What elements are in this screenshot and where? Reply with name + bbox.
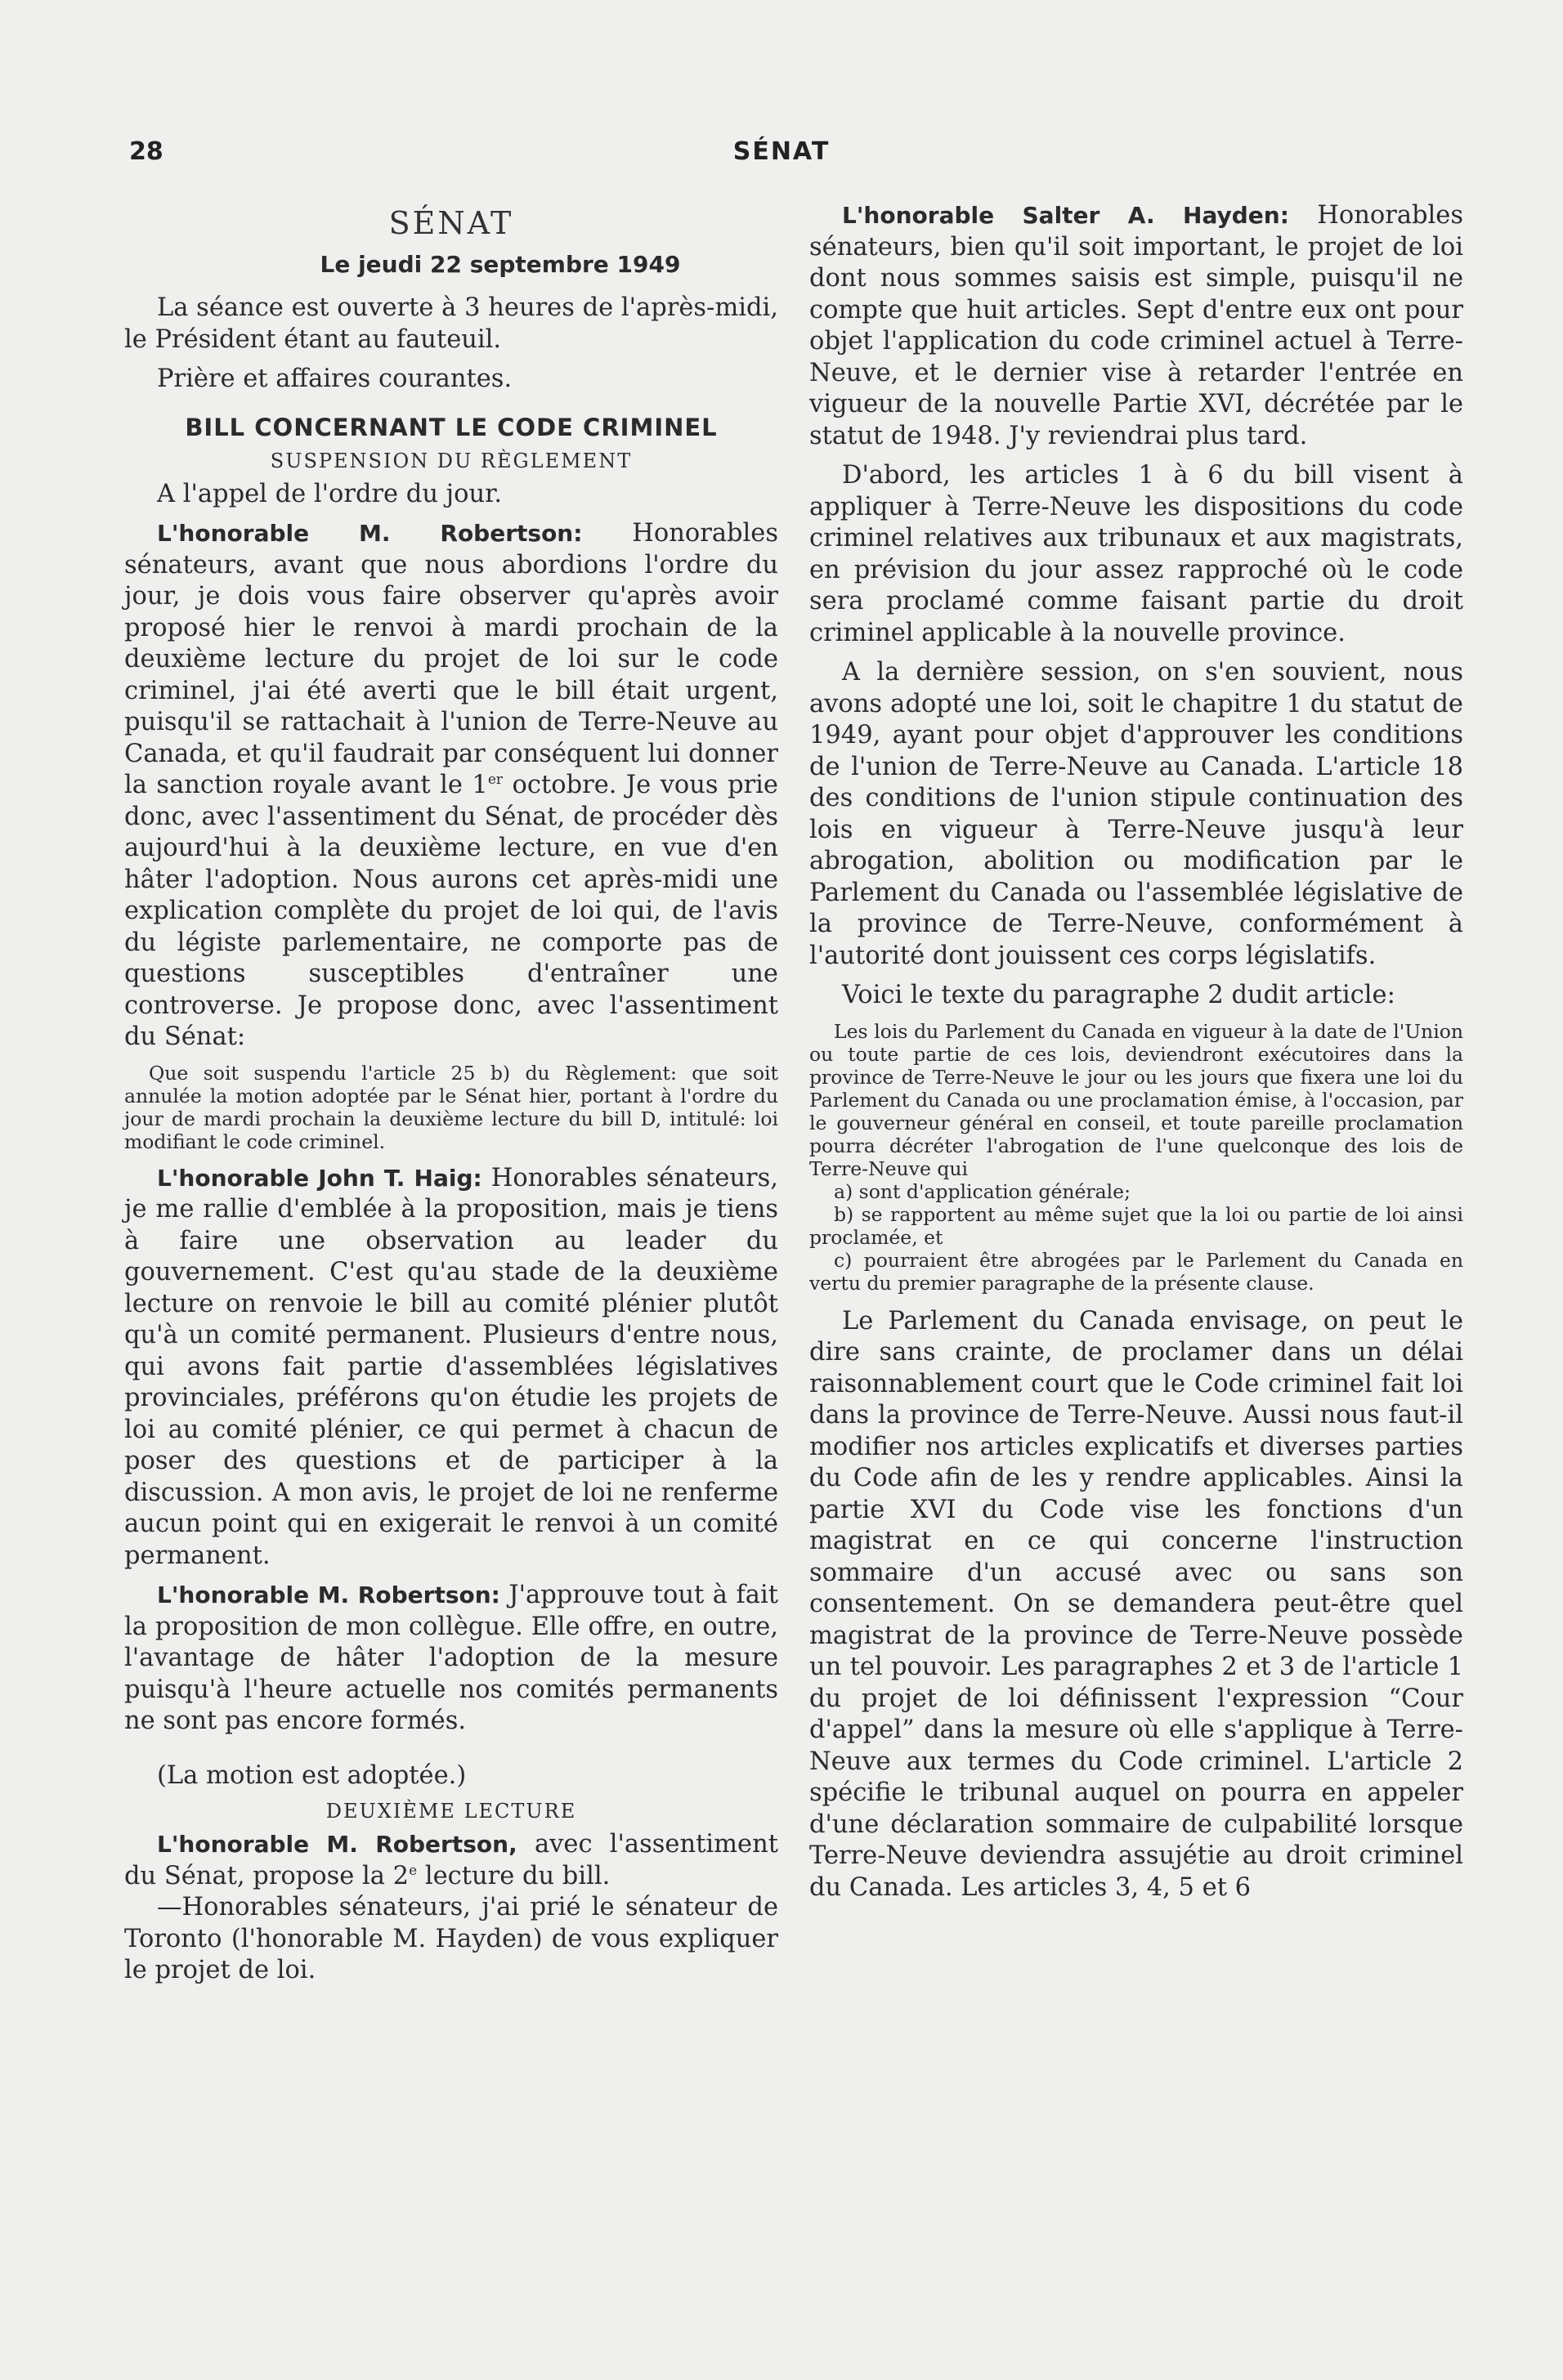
superscript: e	[409, 1862, 418, 1879]
speaker-name: L'honorable M. Robertson,	[157, 1831, 517, 1858]
paragraph-intro: Voici le texte du paragraphe 2 dudit article:	[842, 981, 1395, 1009]
speech-text: Honorables sénateurs, bien qu'il soit important, le projet de loi dont nous sommes saisis est simple, puisqu'il ne compte que huit articles. Sept d'entre eux ont pour objet l'application du code criminel actuel à Terre-Neuve, et le dernier vise à retarder l'entrée en vigueur de la nouvelle Partie XVI, décrétée par le statut de 1948. J'y reviendrai plus tard.	[809, 201, 1464, 450]
union-terms-quote	[809, 1020, 1463, 1295]
robertson-statement	[124, 518, 778, 1054]
robertson-reply	[124, 1580, 778, 1738]
haig-statement	[124, 1163, 778, 1572]
running-header	[0, 137, 1563, 170]
last-session-paragraph: A la dernière session, on s'en souvient, nous avons adopté une loi, soit le chapitre 1 du statut de 1949, ayant pour objet d'approuver les conditions de l'union de Terre-Neuve au Canada. L'article 18 des conditions de l'union stipule continuation des lois en vigueur à Terre-Neuve jusqu'à leur abrogation, abolition ou modification par le Parlement du Canada ou l'assemblée législative de la province de Terre-Neuve, conformément à l'autorité dont jouissent ces corps législatifs.	[809, 658, 1463, 970]
speech-text: Honorables sénateurs, avant que nous abordions l'ordre du jour, je dois vous faire observer qu'après avoir proposé hier le renvoi à mardi prochain de la deuxième lecture du projet de loi sur le code criminel, j'ai été averti que le bill était urgent, puisqu'il se rattachait à l'union de Terre-Neuve au Canada, et qu'il faudrait par conséquent lui donner la sanction royale avant le 1	[124, 519, 779, 799]
orders-of-day-paragraph: A l'appel de l'ordre du jour.	[157, 479, 503, 508]
speaker-name: L'honorable John T. Haig:	[157, 1164, 482, 1192]
right-column	[809, 200, 1463, 1912]
sitting-title: SÉNAT	[388, 205, 514, 241]
opening-paragraph: La séance est ouverte à 3 heures de l'après-midi, le Président étant au fauteuil.	[124, 293, 778, 354]
speaker-name: L'honorable M. Robertson:	[157, 1581, 500, 1608]
motion-adopted: (La motion est adoptée.)	[157, 1760, 467, 1790]
robertson-moves	[124, 1829, 778, 1892]
running-title: SÉNAT	[732, 137, 831, 166]
quote-text: Les lois du Parlement du Canada en vigueur à la date de l'Union ou toute partie de ces lois, deviendront exécutoires dans la province de Terre-Neuve le jour ou les jours que fixera une loi du Parlement du Canada ou une proclamation émise, à l'occasion, par le gouverneur général en conseil, et toute pareille proclamation pourra décréter l'abrogation de l'une quelconque des lois de Terre-Neuve qui	[809, 1019, 1463, 1180]
sub-heading-suspension: SUSPENSION DU RÈGLEMENT	[270, 449, 633, 472]
section-heading: BILL CONCERNANT LE CODE CRIMINEL	[185, 413, 718, 441]
speech-text: Honorables sénateurs, je me rallie d'emblée à la proposition, mais je tiens à faire une observation au leader du gouvernement. C'est qu'au stade de la deuxième lecture on renvoie le bill au comité plénier plutôt qu'à un comité permanent. Plusieurs d'entre nous, qui avons fait partie d'assemblées législatives provinciales, préférons qu'on étudie les projets de loi au comité plénier, ce qui permet à chacun de poser des questions et de participer à la discussion. A mon avis, le projet de loi ne renferme aucun point qui en exigerait le renvoi à un comité permanent.	[124, 1163, 778, 1570]
articles-paragraph: D'abord, les articles 1 à 6 du bill visent à appliquer à Terre-Neuve les dispositions du code criminel relatives aux tribunaux et aux magistrats, en prévision du jour assez rapproché où le code sera proclamé comme faisant partie du droit criminel applicable à la nouvelle province.	[809, 461, 1463, 647]
speaker-name: L'honorable Salter A. Hayden:	[842, 202, 1289, 229]
sub-heading-second-reading: DEUXIÈME LECTURE	[325, 1800, 577, 1823]
robertson-invites-hayden: —Honorables sénateurs, j'ai prié le sénateur de Toronto (l'honorable M. Hayden) de vous expliquer le projet de loi.	[124, 1893, 778, 1984]
superscript: er	[487, 771, 504, 788]
speech-text: J'approuve tout à fait la proposition de mon collègue. Elle offre, en outre, l'avantage de hâter l'adoption de la mesure puisqu'à l'heure actuelle nos comités permanents ne sont pas encore formés.	[124, 1581, 778, 1735]
quote-item-b: b) se rapportent au même sujet que la loi ou partie de loi ainsi proclamée, et	[809, 1202, 1463, 1249]
speech-text: avec l'assentiment du Sénat, propose la 2	[124, 1830, 778, 1890]
parliament-paragraph: Le Parlement du Canada envisage, on peut le dire sans crainte, de proclamer dans un délai raisonnablement court que le Code criminel fait loi dans la province de Terre-Neuve. Aussi nous faut-il modifier nos articles explicatifs et diverses parties du Code afin de les y rendre applicables. Ainsi la partie XVI du Code vise les fonctions d'un magistrat en ce qui concerne l'instruction sommaire d'un accusé avec ou sans son consentement. On se demandera peut-être quel magistrat de la province de Terre-Neuve possède un tel pouvoir. Les paragraphes 2 et 3 de l'article 1 du projet de loi définissent l'expression “Cour d'appel” dans la mesure où elle s'applique à Terre-Neuve aux termes du Code criminel. L'article 2 spécifie le tribunal auquel on pourra en appeler d'une déclaration sommaire de culpabilité lorsque Terre-Neuve deviendra assujétie au droit criminel du Canada. Les articles 3, 4, 5 et 6	[809, 1306, 1463, 1902]
prayers-paragraph: Prière et affaires courantes.	[157, 365, 513, 393]
quote-item-c: c) pourraient être abrogées par le Parlement du Canada en vertu du premier paragraphe de la présente clause.	[809, 1248, 1463, 1295]
motion-quote: Que soit suspendu l'article 25 b) du Règlement: que soit annulée la motion adoptée par le Sénat hier, portant à l'ordre du jour de mardi prochain la deuxième lecture du bill D, intitulé: loi modifiant le code criminel.	[124, 1061, 778, 1153]
sitting-date: Le jeudi 22 septembre 1949	[320, 251, 681, 278]
speech-text: lecture du bill.	[417, 1861, 611, 1890]
speech-text: octobre. Je vous prie donc, avec l'assentiment du Sénat, de procéder dès aujourd'hui à la deuxième lecture, en vue d'en hâter l'adoption. Nous aurons cet après-midi une explication complète du projet de loi qui, de l'avis du légiste parlementaire, ne comporte pas de questions susceptibles d'entraîner une controverse. Je propose donc, avec l'assentiment du Sénat:	[124, 771, 778, 1051]
hayden-statement	[809, 200, 1463, 452]
speaker-name: L'honorable M. Robertson:	[157, 520, 583, 547]
page-number: 28	[129, 137, 163, 166]
left-column	[124, 200, 778, 1995]
quote-item-a: a) sont d'application générale;	[834, 1179, 1131, 1203]
